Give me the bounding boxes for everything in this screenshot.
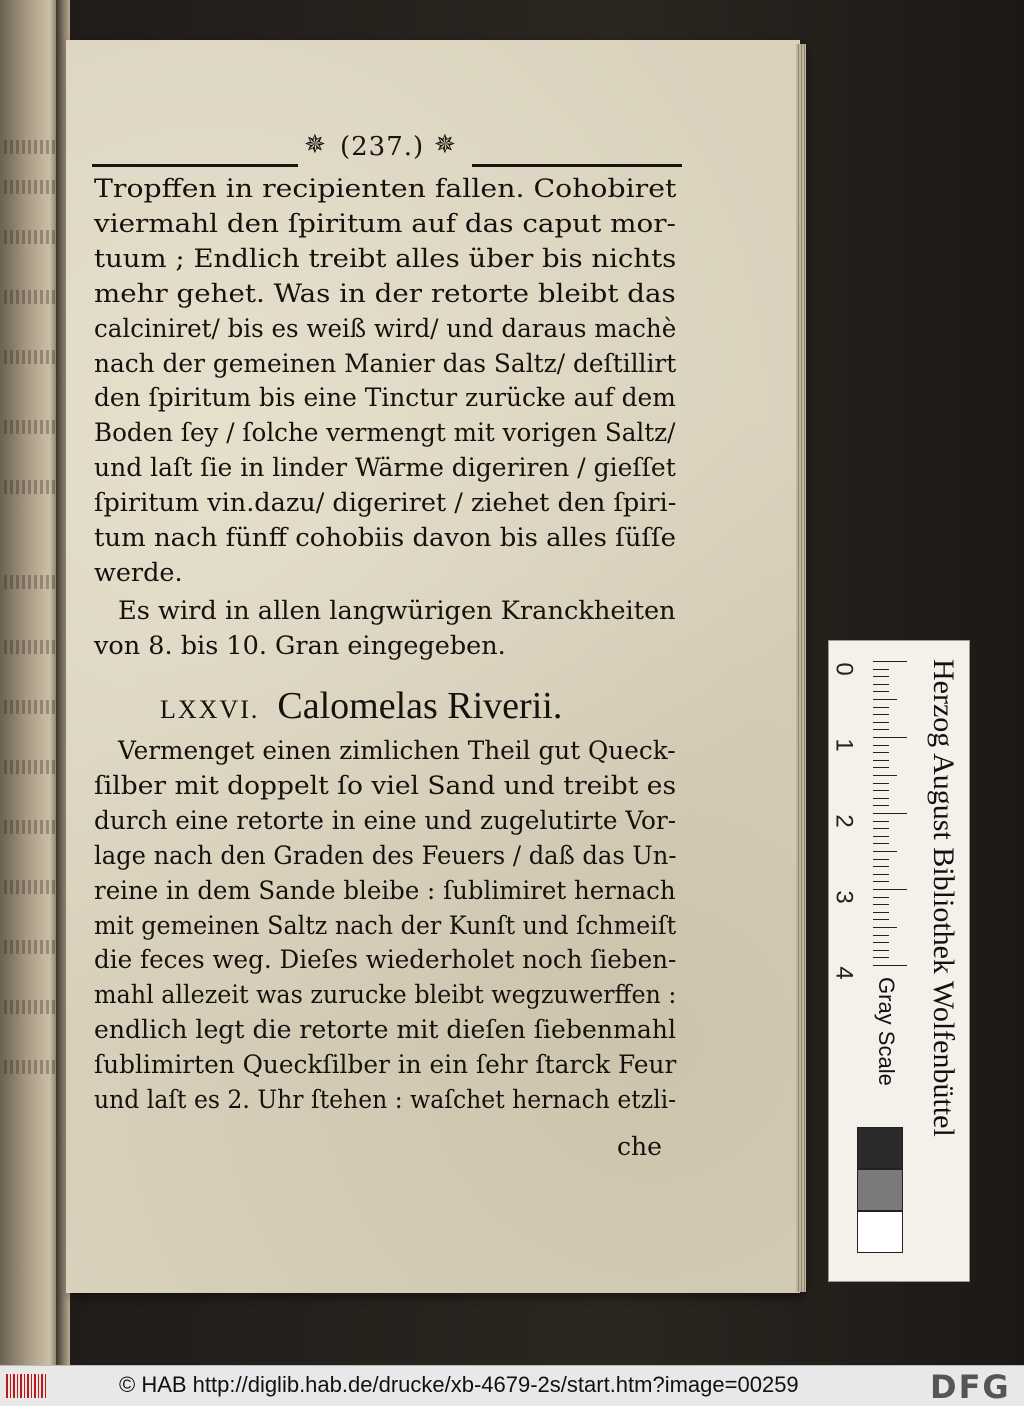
gray-swatch: [857, 1127, 903, 1169]
ruler-tick: [873, 912, 889, 913]
ruler-tick: [873, 691, 889, 692]
text-line: mehr gehet. Was in der retorte bleibt das: [94, 278, 676, 309]
ruler-tick: [873, 805, 889, 806]
text-line: die feces weg. Dieſes wiederholet noch ſieben-: [94, 945, 677, 976]
ruler-tick: [873, 676, 889, 677]
ruler-tick: [873, 737, 907, 738]
text-line: tum nach fünff cohobiis davon bis alles ſüſſe: [94, 523, 676, 553]
hab-logo-icon: [6, 1374, 46, 1398]
ruler-tick: [873, 760, 889, 761]
ornament-icon: ✵: [304, 130, 326, 160]
text-line: reine in dem Sande bleibe : ſublimiret hernach: [94, 875, 676, 906]
ruler-tick: [873, 669, 889, 670]
ruler-tick: [873, 661, 907, 662]
header-rule-right: [472, 164, 682, 167]
text-line: viermahl den ſpiritum auf das caput mor-: [94, 208, 676, 239]
text-line: nach der gemeinen Manier das Saltz/ deſtillirt: [94, 348, 677, 379]
ruler-digit: 0: [830, 662, 858, 676]
ruler-digit: 4: [830, 966, 858, 980]
ruler-tick: [873, 889, 907, 890]
page-fore-edge: [796, 44, 806, 1292]
ruler-tick: [873, 843, 889, 844]
ruler-tick: [873, 942, 889, 943]
ruler-digit: 3: [830, 890, 858, 904]
ruler-tick: [873, 881, 889, 882]
ruler-tick: [873, 828, 889, 829]
ruler-tick: [873, 851, 897, 852]
text-line: mit gemeinen Saltz nach der Kunſt und ſchmeiſt: [94, 910, 677, 941]
ruler-tick: [873, 813, 907, 814]
previous-page-edge: [0, 0, 62, 1365]
ruler-tick: [873, 745, 889, 746]
ruler-tick: [873, 866, 889, 867]
ruler-tick: [873, 775, 897, 776]
catchword: che: [617, 1132, 662, 1161]
ruler-tick: [873, 897, 889, 898]
ornament-icon: ✵: [434, 130, 456, 160]
ruler-digit: 1: [830, 738, 858, 752]
ruler-tick: [873, 752, 889, 753]
ruler-ticks: [873, 661, 907, 961]
text-line: werde.: [94, 557, 183, 588]
ruler-tick: [873, 722, 889, 723]
section-title: Calomelas Riverii.: [277, 685, 563, 727]
text-line: ſpiritum vin.dazu/ digeriret / ziehet den ſpiri-: [94, 488, 677, 519]
ruler-tick: [873, 935, 889, 936]
text-line: von 8. bis 10. Gran eingegeben.: [94, 630, 506, 661]
text-line: endlich legt die retorte mit dieſen ſiebenmahl: [94, 1015, 677, 1046]
ruler-tick: [873, 950, 889, 951]
ruler-tick: [873, 836, 889, 837]
ruler-tick: [873, 927, 897, 928]
text-line: den ſpiritum bis eine Tinctur zurücke auf dem: [94, 383, 676, 414]
text-line: durch eine retorte in eine und zugelutirte Vor-: [94, 805, 677, 836]
header-rule-left: [92, 164, 298, 167]
ruler-tick: [873, 798, 889, 799]
ruler-tick: [873, 714, 889, 715]
page-number: (237.): [340, 132, 425, 162]
dfg-logo: DFG: [930, 1368, 1011, 1406]
text-line: Es wird in allen langwürigen Kranckheiten: [118, 596, 676, 626]
ruler-tick: [873, 821, 889, 822]
gray-swatch: [857, 1211, 903, 1253]
text-line: und laſt es 2. Uhr ſtehen : waſchet hernach etzli-: [94, 1085, 677, 1115]
ruler-tick: [873, 783, 889, 784]
ruler-tick: [873, 859, 889, 860]
running-header: [92, 128, 682, 172]
footer-credit[interactable]: © HAB http://diglib.hab.de/drucke/xb-4679-2s/start.htm?image=00259: [119, 1372, 799, 1397]
ruler-tick: [873, 919, 889, 920]
text-line: ſilber mit doppelt ſo viel Sand und treibt es: [94, 770, 677, 801]
ruler-tick: [873, 957, 889, 958]
ruler-tick: [873, 707, 889, 708]
color-chart: [828, 640, 970, 1282]
text-line: mahl allezeit was zurucke bleibt wegzuwerffen :: [94, 980, 677, 1011]
gray-scale-label: Gray Scale: [874, 977, 899, 1086]
text-line: ſublimirten Queckſilber in ein ſehr ſtarck Feur: [94, 1050, 677, 1081]
ruler-digit: 2: [830, 814, 858, 828]
ruler-tick: [873, 874, 889, 875]
ruler-tick: [873, 684, 889, 685]
text-line: Vermenget einen zimlichen Theil gut Queck-: [118, 736, 676, 766]
footer-bar: [0, 1365, 1024, 1406]
text-line: calciniret/ bis es weiß wird/ und daraus machè: [94, 313, 677, 344]
ruler-tick: [873, 965, 907, 966]
text-line: Boden ſey / ſolche vermengt mit vorigen Saltz/: [94, 418, 676, 449]
ruler-tick: [873, 729, 889, 730]
ruler-tick: [873, 904, 889, 905]
ruler-tick: [873, 699, 897, 700]
institution-name: Herzog August Bibliothek Wolfenbüttel: [927, 659, 960, 1137]
section-heading: [160, 683, 562, 733]
ruler-tick: [873, 767, 889, 768]
text-line: lage nach den Graden des Feuers / daß das Un-: [94, 840, 677, 871]
section-number: LXXVI.: [160, 695, 260, 724]
ruler-tick: [873, 790, 889, 791]
text-line: tuum ; Endlich treibt alles über bis nichts: [94, 243, 677, 274]
gray-swatch: [857, 1169, 903, 1211]
text-line: und laſt ſie in linder Wärme digeriren / gieſſet: [94, 453, 676, 484]
text-line: Tropffen in recipienten fallen. Cohobiret: [94, 174, 677, 204]
